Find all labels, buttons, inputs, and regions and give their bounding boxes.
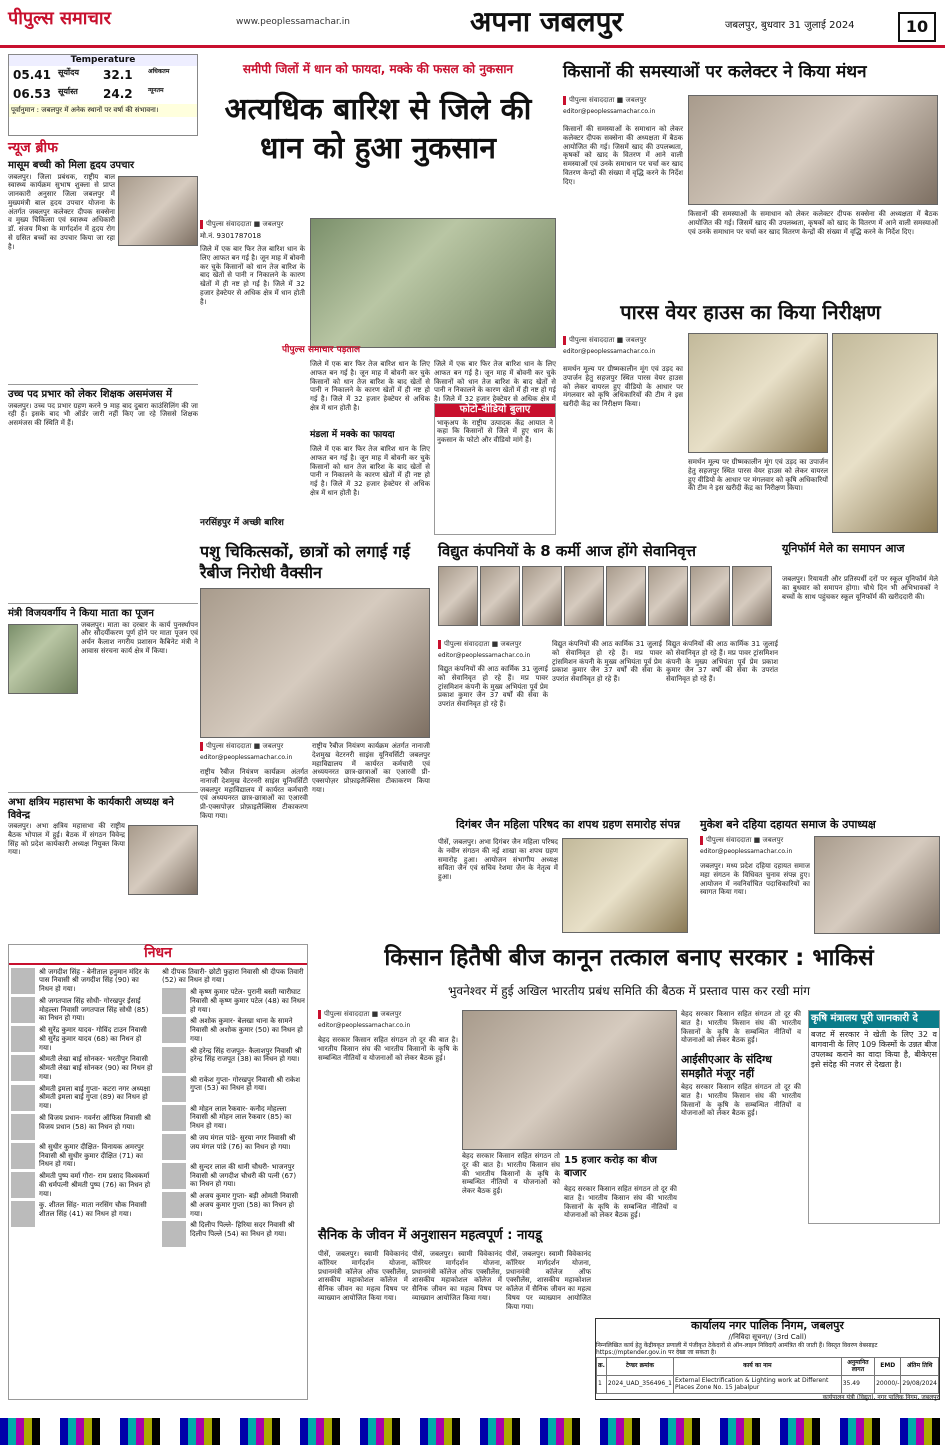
dateline: जबलपुर, बुधवार 31 जुलाई 2024 [725,20,855,31]
obituary-photo [162,1221,186,1247]
story1-kicker: समीपी जिलों में धान को फायदा, मक्के की फसल को नुकसान [242,62,514,76]
story4-email[interactable]: editor@peoplessamachar.co.in [200,754,293,761]
photo-video-box [434,403,556,535]
story9-photo-caption: 15 हजार करोड़ का बीज बाजार [564,1155,657,1179]
retiree-photo [480,566,520,626]
story7-body: पीसें, जबलपुर। अभा दिगंबर जैन महिला परिषद के नवीन संगठन की नई शाखा का शपथ ग्रहण समारोह हुआ। आयोजन संभागीय अध्यक्ष सविता जैन एवं सचिव रेशमा जैन के नेतृत्व में हुआ। [438,838,558,881]
story5-body-cont: विद्युत कंपनियों की आठ कार्मिक 31 जुलाई को सेवानिवृत हो रहे हैं। मप्र पावर ट्रांसमिशन कंपनी के मुख्य अभियंता पूर्व प्रेम प्रकाश कुमार जैन 37 वर्षों की सेवा के उपरांत सेवानिवृत हो रहे हैं। [666,640,778,683]
story9-byline: पीपुल्स संवाददाता ■ जबलपुर [318,1010,458,1019]
obituary-photo [162,988,186,1014]
obituary-columns [9,965,307,1251]
website-url[interactable]: www.peoplessamachar.in [236,17,350,27]
obituary-photo [162,1163,186,1189]
story9-email[interactable]: editor@peoplessamachar.co.in [318,1022,411,1029]
retiree-photo [564,566,604,626]
obituary-item: श्री विजय प्रधान- गवर्नरा ऑफिस निवासी श्री विजय प्रधान (58) का निधन हो गया। [11,1114,154,1140]
obituary-photo [11,1143,35,1169]
story6-body: जबलपुर। रियायती और प्रतिस्पर्धी दरों पर स्कूल यूनिफॉर्म मेले का बुधवार को समापन होगा। चौथे दिन भी अभिभावकों ने बच्चों के साथ पहुंचकर स्कूल यूनिफॉर्म की खरीददारी की। [782,575,938,601]
story8-body: जबलपुर। मध्य प्रदेश दहिया दहायत समाज महा संगठन के विधिवत चुनाव संपन्न हुए। आयोजन में नवनिर्वाचित पदाधिकारियों का स्वागत किया गया। [700,862,810,897]
flooded-field-photo [310,218,556,348]
obituary-photo [11,1172,35,1198]
weather-title: Temperature [9,55,197,66]
page-number: 10 [898,12,936,42]
obituary-photo [11,1114,35,1140]
story10-body-cont: पीसें, जबलपुर। स्वामी विवेकानंद कॉरियर मार्गदर्शन योजना, प्रधानमंत्री कॉलेज ऑफ एक्सीलेंस, शासकीय महाकोशल कॉलेज में सैनिक जीवन का महत्व विषय पर व्याख्यान आयोजित किया गया। [506,1250,591,1311]
tender-notice [595,1318,940,1400]
story3-email[interactable]: editor@peoplessamachar.co.in [563,348,656,355]
obituary-item: श्रीमती लेखा बाई सोनकर- भरतीपुर निवासी श्रीमती लेखा बाई सोनकर (90) का निधन हो गया। [11,1055,154,1081]
story1-sub-mandla: मंडला में मक्के का फायदा [310,430,395,440]
brief-body: जबलपुर। माता का दरबार के कार्य पुनर्स्थापन और सौंदर्यीकरण पूर्ण होने पर माता पूजन एवं अर्चन कैलाश नगरीय प्रशासन कैबिनेट मंत्री ने आवास संरचना कार्य क्षेत्र में किया। [81,620,198,655]
story4-body: राष्ट्रीय रैबीज नियंत्रण कार्यक्रम अंतर्गत नानाजी देशमुख वेटरनरी साइंस यूनिवर्सिटी जबलपुर महाविद्यालय में कार्यरत कर्मचारी एवं अध्ययनरत छात्र-छात्राओं का एआरवी प्री-एक्सपोज़र प्रोफ़ाइलैक्सिस टीकाकरण किया गया। [200,768,308,820]
story1-byline: पीपुल्स संवाददाता ■ जबलपुर [200,220,305,229]
news-brief-title: न्यूज ब्रीफ [8,140,58,156]
color-registration-strip [0,1418,945,1445]
brief-headline[interactable]: मासूम बच्ची को मिला हृदय उपचार [8,160,135,171]
brief-body: जबलपुर। उच्च पद प्रभार ग्रहण करने 9 माह बाद दुबारा काउंसिलिंग की जा रही है। इसके बाद भी ऑर्डर जारी नहीं किए जा रहे जिससे शिक्षक असमंजस की स्थिति में हैं। [8,401,198,427]
women-group-photo [562,838,688,933]
obituary-item: श्री मोहन लाल रैकवार- कनौद मोहल्ला निवासी श्री मोहन लाल रैकवार (85) का निधन हो गया। [162,1105,305,1131]
story1-sub-mandla-body: जिले में एक बार फिर तेज बारिश धान के लिए आफत बन गई है। जून माह में बोवनी कर चुके किसानों को धान तेज बारिश के बाद खेतों से पानी न निकालने के कारण खेतों में ही नष्ट हो गई है। जिले में 32 हजार हेक्टेयर से अधिक क्षेत्र में धान होती है। [310,445,430,497]
obituary-item: श्री कृष्ण कुमार पटेल- पुरानी बस्ती ग्वारीघाट निवासी श्री कृष्ण कुमार पटेल (48) का निधन हो गया। [162,988,305,1014]
sunset-row [9,85,197,104]
obituary-photo [11,1085,35,1111]
obituary-title: निधन [9,945,307,965]
tender-row: 1 2024_UAD_356496_1 External Electrification & Lighting work at Different Places Zone No. 15 Jabalpur 35.49 20000/- 29/08/2024 [598,1376,937,1391]
obituary-photo [11,1026,35,1052]
photo-tag: पीपुल्स समाचार पड़ताल [282,345,361,355]
meeting-stage-photo [462,1010,677,1150]
obituary-photo [162,1047,186,1073]
meeting-photo [688,95,938,205]
brief-body: जबलपुर। जिला प्रबंधक, राष्ट्रीय बाल स्वास्थ्य कार्यक्रम सुभाष शुक्ला से प्राप्त जानकारी अनुसार जिला जबलपुर में मुख्यमंत्री बाल हृदय उपचार योजना के अंतर्गत जबलपुर कलेक्टर दीपक सक्सेना व मुख्य चिकित्सा एवं स्वास्थ्य अधिकारी डॉ. संजय मिश्रा के मार्गदर्शन में हृदय रोग से ग्रसित बच्चों का उपचार किया जा रहा है। [8,172,115,251]
story9-body-cont: बेहद सरकार किसान सहित संगठन तो दूर की बात है। भारतीय किसान संघ की भारतीय किसानों के कृषि के सम्बन्धित नीतियों व योजनाओं को लेकर बैठक हुई। [462,1152,560,1195]
min-label: न्यूनतम [148,87,164,95]
story2-headline[interactable]: किसानों की समस्याओं पर कलेक्टर ने किया मंथन [563,62,867,82]
story1-body: जिले में एक बार फिर तेज बारिश धान के लिए आफत बन गई है। जून माह में बोवनी कर चुके किसानों को धान तेज बारिश के बाद खेतों से पानी न निकालने के कारण खेतों में ही नष्ट हो गई है। जिले में 32 हजार हेक्टेयर से अधिक क्षेत्र में धान होती है। [200,245,305,306]
brief-item [8,797,198,937]
sunset-label: सूर्यास्त [58,87,78,97]
community-photo [814,836,940,934]
photo-video-title: फोटो-वीडियो बुलाए [435,404,555,417]
obituary-item: श्रीमती पुष्प वर्मा गौरा- राम प्रसाद विश्वकर्मा की धर्मपत्नी श्रीमती पुष्प (76) का निधन हो गया। [11,1172,154,1198]
obituary-col-left [9,965,156,1251]
story8-email[interactable]: editor@peoplessamachar.co.in [700,848,793,855]
min-temp: 24.2 [103,87,133,102]
retiree-photo [606,566,646,626]
obituary-item: श्री सुन्दर लाल की धानी चौधरी- भाजनपुर निवासी श्री जगदीश चौधरी की पत्नी (67) का निधन हो गया। [162,1163,305,1189]
weather-box [8,54,198,136]
story10-headline[interactable]: सैनिक के जीवन में अनुशासन महत्वपूर्ण : नायडू [318,1228,543,1243]
portrait-photo [128,825,198,895]
obituary-photo [11,968,35,994]
retiree-photo [732,566,772,626]
obituary-item: कु. शीतल सिंह- माता नरसिंग चौक निवासी शीतल सिंह (41) का निधन हो गया। [11,1201,154,1227]
story4-body-cont: राष्ट्रीय रैबीज नियंत्रण कार्यक्रम अंतर्गत नानाजी देशमुख वेटरनरी साइंस यूनिवर्सिटी जबलपुर महाविद्यालय में कार्यरत कर्मचारी एवं अध्ययनरत छात्र-छात्राओं का एआरवी प्री-एक्सपोज़र प्रोफ़ाइलैक्सिस टीकाकरण किया गया। [312,742,430,794]
story2-body: किसानों की समस्याओं के समाधान को लेकर कलेक्टर दीपक सक्सेना की अध्यक्षता में बैठक आयोजित की गई। जिसमें खाद की उपलब्धता, कृषकों को खाद के वितरण में आने वाली समस्याओं एवं उनके समाधान पर चर्चा कर खाद वितरण केन्द्रों की संख्या में वृद्धि करने के निर्देश दिए। [563,125,683,186]
obituary-item: श्री सुरेंद्र कुमार यादव- गोविंद टाउन निवासी श्री सुरेंद्र कुमार यादव (68) का निधन हो गया। [11,1026,154,1052]
obituary-photo [11,997,35,1023]
brief-item [8,160,198,385]
story5-byline: पीपुल्स संवाददाता ■ जबलपुर [438,640,558,649]
obituary-photo [162,1076,186,1102]
brief-item [8,608,198,793]
obituary-item: श्री दिलीप पिल्ले- हिरिया सदर निवासी श्री दिलीप पिल्ले (54) का निधन हो गया। [162,1221,305,1247]
story9-subhead: भुवनेश्वर में हुई अखिल भारतीय प्रबंध समिति की बैठक में प्रस्ताव पास कर रखी मांग [448,984,810,998]
story9-sub-icar-body: बेहद सरकार किसान सहित संगठन तो दूर की बात है। भारतीय किसान संघ की भारतीय किसानों के कृषि के सम्बन्धित नीतियों व योजनाओं को लेकर बैठक हुई। [681,1083,801,1118]
vaccine-photo [200,588,430,738]
sunrise-row [9,66,197,85]
obituary-item: श्री अशोक कुमार- बेलखा थाना के सामने निवासी श्री अशोक कुमार (50) का निधन हो गया। [162,1017,305,1043]
tender-subtitle: //निविदा सूचना// (3rd Call) [728,1332,807,1341]
obituary-item: श्री जगतपाल सिंह सोधी- गोरखपुर ईसाई मोहल्ला निवासी जगतपाल सिंह सोधी (85) का निधन हो गया। [11,997,154,1023]
tender-footer: कार्यपालन यंत्री (विद्युत), नगर पालिक निगम, जबलपुर [822,1393,939,1401]
story9-headline[interactable]: किसान हितैषी बीज कानून तत्काल बनाए सरकार : भाकिसं [384,945,874,971]
story5-email[interactable]: editor@peoplessamachar.co.in [438,652,531,659]
temple-photo [8,624,78,694]
story2-email[interactable]: editor@peoplessamachar.co.in [563,108,656,115]
story5-body-cont: विद्युत कंपनियों की आठ कार्मिक 31 जुलाई को सेवानिवृत हो रहे हैं। मप्र पावर ट्रांसमिशन कंपनी के मुख्य अभियंता पूर्व प्रेम प्रकाश कुमार जैन 37 वर्षों की सेवा के उपरांत सेवानिवृत हो रहे हैं। [552,640,662,683]
story8-byline: पीपुल्स संवाददाता ■ जबलपुर [700,836,810,845]
story9-body-col3: बेहद सरकार किसान सहित संगठन तो दूर की बात है। भारतीय किसान संघ की भारतीय किसानों के कृषि के सम्बन्धित नीतियों व योजनाओं को लेकर बैठक हुई। [681,1010,801,1045]
story10-body: पीसें, जबलपुर। स्वामी विवेकानंद कॉरियर मार्गदर्शन योजना, प्रधानमंत्री कॉलेज ऑफ एक्सीलेंस, शासकीय महाकोशल कॉलेज में सैनिक जीवन का महत्व विषय पर व्याख्यान आयोजित किया गया। [318,1250,408,1302]
story9-body: बेहद सरकार किसान सहित संगठन तो दूर की बात है। भारतीय किसान संघ की भारतीय किसानों के कृषि के सम्बन्धित नीतियों व योजनाओं को लेकर बैठक हुई। [318,1036,458,1062]
photo-video-body: भाकृअप के राष्ट्रीय उत्पादक केंद्र आयात ने कहा कि किसानों से जिले में हुए धान के नुकसान के फोटो और वीडियो मांगे हैं। [437,418,553,444]
story9-caption-body: बेहद सरकार किसान सहित संगठन तो दूर की बात है। भारतीय किसान संघ की भारतीय किसानों के कृषि के सम्बन्धित नीतियों व योजनाओं को लेकर बैठक हुई। [564,1185,677,1220]
obituary-box [8,944,308,1400]
story1-sub-narsinghpur: नरसिंहपुर में अच्छी बारिश [200,518,284,528]
brief-item [8,389,198,604]
sunrise-time: 05.41 [13,68,51,83]
retiree-photo [522,566,562,626]
section-title: अपना जबलपुर [470,5,623,38]
story1-phone: मो.नं. 9301787018 [200,232,262,240]
obituary-item: श्री अजय कुमार गुप्ता- बड़ी ओमती निवासी श्री अजय कुमार गुप्ता (58) का निधन हो गया। [162,1192,305,1218]
story4-headline[interactable]: पशु चिकित्सकों, छात्रों को लगाई गई रैबीज निरोधी वैक्सीन [200,542,410,582]
retiree-photo [648,566,688,626]
story3-headline[interactable]: पारस वेयर हाउस का किया निरीक्षण [620,300,881,324]
story4-byline: पीपुल्स संवाददाता ■ जबलपुर [200,742,320,751]
story2-byline: पीपुल्स संवाददाता ■ जबलपुर [563,96,683,105]
obituary-photo [162,1105,186,1131]
story9-sub-icar: आईसीएआर के संदिग्ध समझौते मंजूर नहीं [681,1053,772,1080]
obituary-item: श्री जय मंगल पांडे- सुरया नगर निवासी श्री जय मंगल पांडे (76) का निधन हो गया। [162,1134,305,1160]
brief-headline[interactable]: अभा क्षत्रिय महासभा के कार्यकारी अध्यक्ष बने विवेन्द्र [8,797,174,821]
agri-sidebar [808,1010,940,1224]
retiree-photo [438,566,478,626]
obituary-item: श्रीमती इमला बाई गुप्ता- कटरा नगर अध्यक्षा श्रीमती इमला बाई गुप्ता (89) का निधन हो गया। [11,1085,154,1111]
tender-title: कार्यालय नगर पालिक निगम, जबलपुर [691,1319,844,1332]
story5-body: विद्युत कंपनियों की आठ कार्मिक 31 जुलाई को सेवानिवृत हो रहे हैं। मप्र पावर ट्रांसमिशन कंपनी के मुख्य अभियंता पूर्व प्रेम प्रकाश कुमार जैन 37 वर्षों की सेवा के उपरांत सेवानिवृत हो रहे हैं। [438,665,548,708]
story1-headline[interactable]: अत्यधिक बारिश से जिले की धान को हुआ नुकसान [224,92,532,166]
tender-table [596,1357,939,1394]
obituary-item: श्री सुधीर कुमार दीक्षित- विनायक अमरपुर निवासी श्री सुधीर कुमार दीक्षित (71) का निधन हो गया। [11,1143,154,1169]
obituary-item: श्री दीपक तिवारी- छोटी फुहारा निवासी श्री दीपक तिवारी (52) का निधन हो गया। [162,967,304,985]
story5-headline[interactable]: विद्युत कंपनियों के 8 कर्मी आज होंगे सेवानिवृत्त [438,542,696,560]
story3-body: समर्थन मूल्य पर ग्रीष्मकालीन मूंग एवं उड़द का उपार्जन हेतु सहजपुर स्थित पारस वेयर हाउस को लेकर वायरल हुए वीडियो के आधार पर मंगलवार को कृषि अधिकारियों की टीम ने इस खरीदी केंद्र का निरीक्षण किया। [563,365,683,408]
brief-body: जबलपुर। अभा क्षत्रिय महासभा की राष्ट्रीय बैठक भोपाल में हुई। बैठक में संगठन विवेन्द्र सिंह को प्रदेश कार्यकारी अध्यक्ष नियुक्त किया गया। [8,822,125,857]
sunset-time: 06.53 [13,87,51,102]
story1-col3: जिले में एक बार फिर तेज बारिश धान के लिए आफत बन गई है। जून माह में बोवनी कर चुके किसानों को धान तेज बारिश के बाद खेतों से पानी न निकालने के कारण खेतों में ही नष्ट हो गई है। जिले में 32 हजार हेक्टेयर से अधिक क्षेत्र में [434,360,556,403]
obituary-item: श्री हरेन्द्र सिंह राजपूत- कैलाशपुर निवासी श्री हरेन्द्र सिंह राजपूत (38) का निधन हो गया। [162,1047,305,1073]
story8-headline[interactable]: मुकेश बने दहिया दहायत समाज के उपाध्यक्ष [700,818,876,831]
brief-headline[interactable]: उच्च पद प्रभार को लेकर शिक्षक असमंजस में [8,389,172,400]
story6-headline[interactable]: यूनिफॉर्म मेले का समापन आज [782,542,905,555]
tender-intro: निम्नलिखित कार्य हेतु केंद्रीयकृत प्रणाली में पंजीकृत ठेकेदारों से ऑन-लाइन निविदाएँ आमंत्रित की जाती हैं। विस्तृत विवरण वेबसाइट https://mptender.gov.in पर देखा जा सकता है। [596,1341,878,1356]
retiree-photos [438,566,778,626]
warehouse-photo-1 [688,333,828,453]
tender-header-row: क्र. टेण्डर क्रमांक कार्य का नाम अनुमानित लागत EMD अंतिम तिथि [597,1357,939,1375]
brief-headline[interactable]: मंत्री विजयवर्गीय ने किया माता का पूजन [8,608,154,619]
obituary-photo [11,1201,35,1227]
retiree-photo [690,566,730,626]
obituary-photo [162,1134,186,1160]
obituary-photo [162,1017,186,1043]
max-temp: 32.1 [103,68,133,83]
story3-body-cont: समर्थन मूल्य पर ग्रीष्मकालीन मूंग एवं उड़द का उपार्जन हेतु सहजपुर स्थित पारस वेयर हाउस को लेकर वायरल हुए वीडियो के आधार पर मंगलवार को कृषि अधिकारियों की टीम ने इस खरीदी केंद्र का निरीक्षण किया। [688,458,828,493]
max-label: अधिकतम [148,68,170,76]
obituary-item: श्री जगदीश सिंह - बेनीताल हनुमान मंदिर के पास निवासी श्री जगदीश सिंह (90) का निधन हो गया। [11,968,154,994]
obituary-item: श्री राकेश गुप्ता- गोरखपुर निवासी श्री राकेश गुप्ता (53) का निधन हो गया। [162,1076,305,1102]
warehouse-photo-2 [832,333,938,533]
newspaper-brand: पीपुल्स समाचार [8,8,111,29]
child-photo [118,176,198,246]
obituary-photo [11,1055,35,1081]
news-brief-list [8,160,198,937]
agri-sidebar-title: कृषि मंत्रालय पूरी जानकारी दे [809,1011,939,1028]
agri-sidebar-body: बजट में सरकार ने खेती के लिए 32 व बागवानी के लिए 109 किस्मों के उन्नत बीज उपलब्ध कराने का वादा किया है, बीकेएस इसे संदेह की नजर से देखता है। [811,1029,937,1069]
story10-body-cont: पीसें, जबलपुर। स्वामी विवेकानंद कॉरियर मार्गदर्शन योजना, प्रधानमंत्री कॉलेज ऑफ एक्सीलेंस, शासकीय महाकोशल कॉलेज में सैनिक जीवन का महत्व विषय पर व्याख्यान आयोजित किया गया। [412,1250,502,1302]
story1-body-cont: जिले में एक बार फिर तेज बारिश धान के लिए आफत बन गई है। जून माह में बोवनी कर चुके किसानों को धान तेज बारिश के बाद खेतों से पानी न निकालने के कारण खेतों में ही नष्ट हो गई है। जिले में 32 हजार हेक्टेयर से अधिक क्षेत्र में धान होती है। [310,360,430,412]
obituary-col-right [160,965,307,1251]
story2-body-cont: किसानों की समस्याओं के समाधान को लेकर कलेक्टर दीपक सक्सेना की अध्यक्षता में बैठक आयोजित की गई। जिसमें खाद की उपलब्धता, कृषकों को खाद के वितरण में आने वाली समस्याओं एवं उनके समाधान पर चर्चा कर खाद वितरण केन्द्रों की संख्या में वृद्धि करने के निर्देश दिए। [688,210,938,236]
obituary-photo [162,1192,186,1218]
story7-headline[interactable]: दिगंबर जैन महिला परिषद का शपथ ग्रहण समारोह संपन्न [456,818,680,831]
sunrise-label: सूर्योदय [58,68,80,78]
story3-byline: पीपुल्स संवाददाता ■ जबलपुर [563,336,683,345]
weather-forecast: पूर्वानुमान : जबलपुर में अनेक स्थानों पर वर्षा की संभावना। [9,104,197,117]
